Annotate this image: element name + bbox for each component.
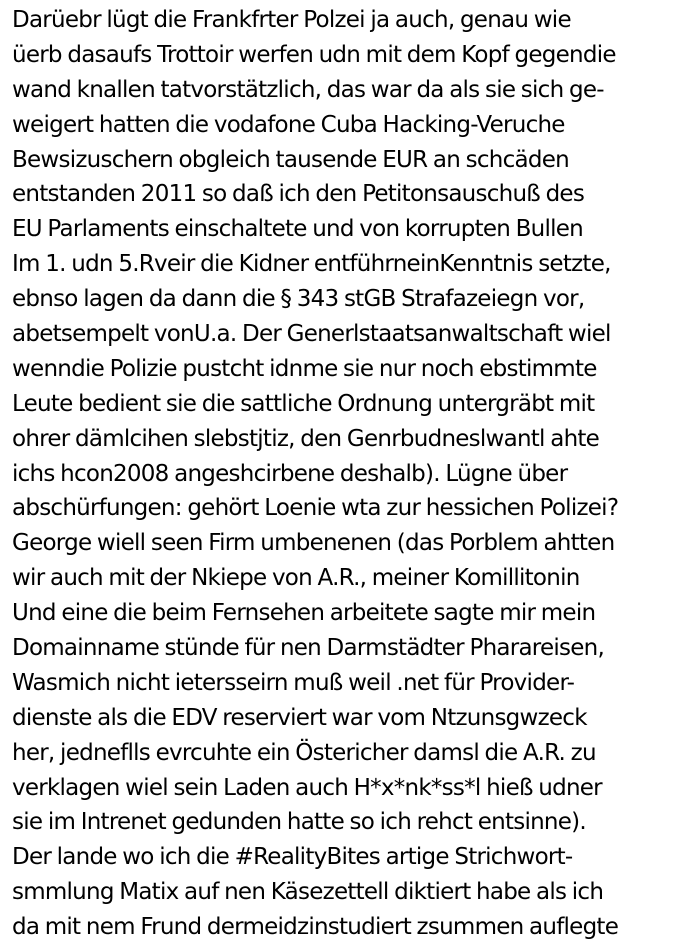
text-line: George wiell seen Firm umbenenen (das Porblem ahtten [12, 530, 615, 557]
body-text [12, 3, 680, 945]
text-line: verklagen wiel sein Laden auch H*x*nk*ss*l hieß udner [12, 774, 602, 801]
text-line: wand knallen tatvorstätzlich, das war da als sie sich ge- [12, 76, 604, 103]
text-line: abetsempelt vonU.a. Der Generlstaatsanwaltschaft wiel [12, 321, 611, 348]
text-line: ichs hcon2008 angeshcirbene deshalb). Lügne über [12, 460, 568, 487]
text-line: Darüebr lügt die Frankfrter Polzei ja auch, genau wie [12, 7, 571, 33]
text-line: entstanden 2011 so daß ich den Petitonsauschuß des [12, 181, 585, 208]
text-line: wir auch mit der Nkiepe von A.R., meiner Komillitonin [12, 565, 580, 592]
text-line: her, jedneflls evrcuhte ein Östericher damsl die A.R. zu [12, 739, 596, 766]
text-line: ohrer dämlcihen slebstjtiz, den Genrbudneslwantl ahte [12, 425, 600, 452]
text-line: dienste als die EDV reserviert war vom Ntzunsgwzeck [12, 704, 587, 731]
text-line: Wasmich nicht ietersseirn muß weil .net für Provider- [12, 669, 575, 696]
text-line: EU Parlaments einschaltete und von korrupten Bullen [12, 216, 584, 243]
text-line: weigert hatten die vodafone Cuba Hacking-Veruche [12, 111, 565, 138]
text-line: Domainname stünde für nen Darmstädter Pharareisen, [12, 635, 605, 662]
text-line: Leute bedient sie die sattliche Ordnung untergräbt mit [12, 390, 595, 417]
text-line: smmlung Matix auf nen Käsezettell diktiert habe als ich [12, 879, 604, 906]
text-line: Im 1. udn 5.Rveir die Kidner entführneinKenntnis setzte, [12, 251, 611, 278]
text-line: üerb dasaufs Trottoir werfen udn mit dem Kopf gegendie [12, 41, 616, 68]
text-line: da mit nem Frund dermeidzinstudiert zsummen auflegte [12, 914, 619, 941]
text-line: Der lande wo ich die #RealityBites artige Strichwort- [12, 844, 573, 871]
text-line: Und eine die beim Fernsehen arbeitete sagte mir mein [12, 600, 596, 627]
text-line: wenndie Polizie pustcht idnme sie nur noch ebstimmte [12, 355, 597, 382]
text-line: sie im Intrenet gedunden hatte so ich rehct entsinne). [12, 809, 586, 836]
text-line: Bewsizuschern obgleich tausende EUR an schcäden [12, 146, 569, 173]
text-line: ebnso lagen da dann die § 343 stGB Strafazeiegn vor, [12, 286, 585, 313]
text-line: abschürfungen: gehört Loenie wta zur hessichen Polizei? [12, 495, 619, 522]
